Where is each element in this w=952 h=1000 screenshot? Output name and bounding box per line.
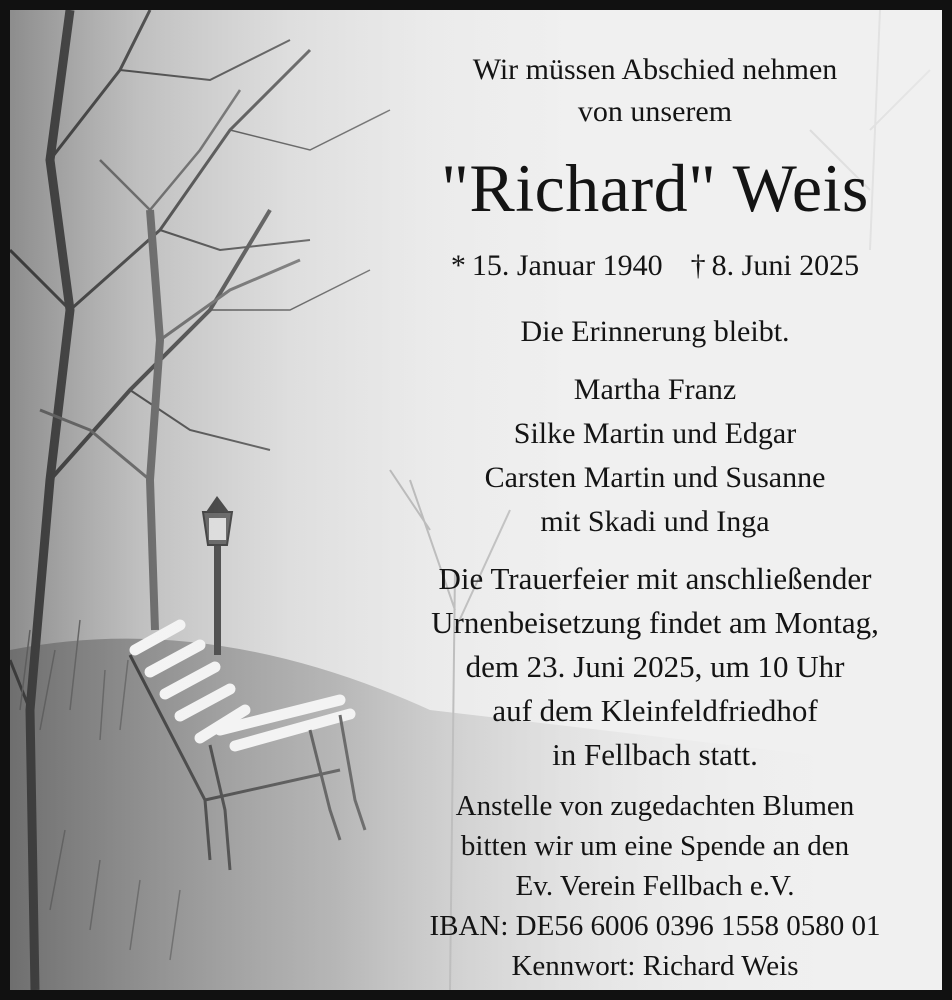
- donation-line: bitten wir um eine Spende an den: [460, 830, 850, 862]
- mourner-line: Martha Franz: [573, 373, 737, 406]
- intro-line-2: von unserem: [577, 95, 733, 128]
- life-dates: [350, 248, 952, 284]
- donation-line: Ev. Verein Fellbach e.V.: [515, 870, 795, 902]
- motto: Die Erinnerung bleibt.: [520, 315, 790, 348]
- mourner-line: Silke Martin und Edgar: [513, 417, 797, 450]
- death-date: † 8. Juni 2025: [690, 249, 860, 282]
- iban-line: IBAN: DE56 6006 0396 1558 0580 01: [429, 910, 881, 942]
- birth-date: * 15. Januar 1940: [450, 249, 663, 282]
- mourner-line: Carsten Martin und Susanne: [484, 461, 826, 494]
- cross-icon: †: [690, 249, 706, 282]
- ceremony-line: dem 23. Juni 2025, um 10 Uhr: [465, 649, 845, 684]
- ceremony-line: Urnenbeisetzung findet am Montag,: [431, 605, 879, 640]
- keyword-line: Kennwort: Richard Weis: [511, 950, 799, 982]
- ceremony-line: Die Trauerfeier mit anschließender: [438, 561, 872, 596]
- birth-star-icon: *: [450, 249, 466, 282]
- intro-line-1: Wir müssen Abschied nehmen: [472, 53, 838, 86]
- donation-line: Anstelle von zugedachten Blumen: [455, 790, 855, 822]
- ceremony-line: in Fellbach statt.: [552, 737, 758, 772]
- deceased-name: "Richard" Weis: [441, 150, 869, 226]
- ceremony-line: auf dem Kleinfeldfriedhof: [492, 693, 818, 728]
- mourner-line: mit Skadi und Inga: [540, 505, 770, 538]
